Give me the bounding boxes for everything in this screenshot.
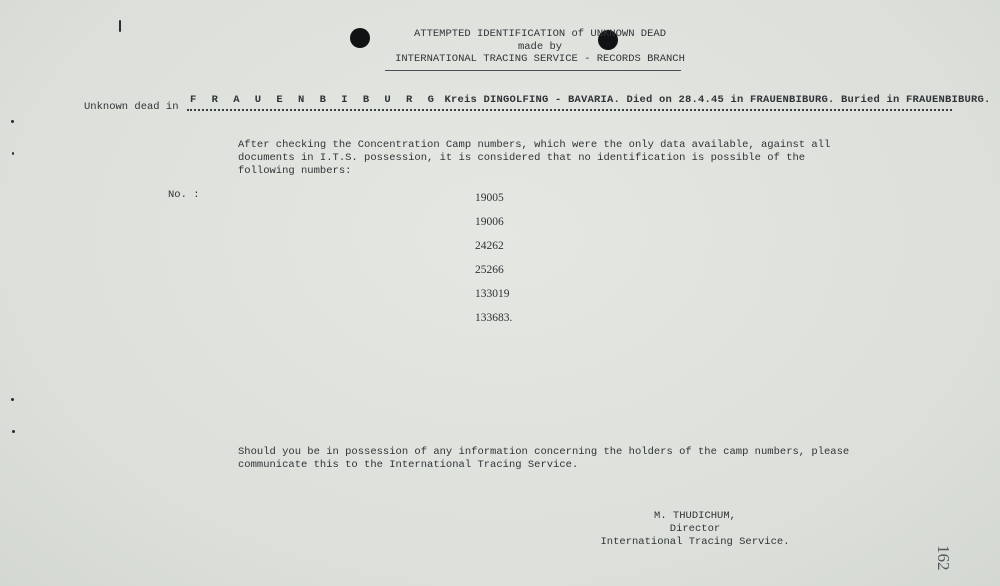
numbers-label: No. :: [168, 189, 200, 201]
scan-mark: [11, 120, 14, 123]
camp-number: 19005: [475, 192, 504, 204]
camp-number: 25266: [475, 264, 504, 276]
signature-organization: International Tracing Service.: [600, 536, 790, 548]
document-issuer: INTERNATIONAL TRACING SERVICE - RECORDS BRANCH: [395, 53, 685, 65]
camp-number: 133683.: [475, 312, 513, 324]
header-rule: [385, 70, 681, 71]
page-number: 162: [934, 545, 953, 571]
document-title: ATTEMPTED IDENTIFICATION of UNKNOWN DEAD: [413, 28, 667, 40]
camp-number: 24262: [475, 240, 504, 252]
camp-number: 133019: [475, 288, 510, 300]
body-paragraph: After checking the Concentration Camp numbers, which were the only data available, against all documents in I.T.S. possession, it is considered that no identification is possible of the following numbers:: [238, 139, 831, 177]
signature-name: M. THUDICHUM,: [654, 510, 736, 522]
scan-mark: [119, 20, 121, 32]
unknown-dead-label: Unknown dead in: [84, 101, 179, 113]
scan-mark: [11, 398, 14, 401]
scan-mark: [12, 430, 15, 433]
place-line: [190, 94, 991, 106]
place-details: Kreis DINGOLFING - BAVARIA. Died on 28.4.45 in FRAUENBIBURG. Buried in FRAUENBIBURG.: [444, 94, 991, 106]
footer-paragraph: Should you be in possession of any information concerning the holders of the camp numbers, please communicate this to the International Tracing Service.: [238, 446, 850, 471]
dotted-line: [187, 109, 952, 111]
signature-title: Director: [669, 523, 721, 535]
document-subtitle-made-by: made by: [517, 41, 563, 53]
camp-number: 19006: [475, 216, 504, 228]
scan-mark: [12, 152, 14, 155]
place-name: F R A U E N B I B U R G: [190, 94, 439, 106]
